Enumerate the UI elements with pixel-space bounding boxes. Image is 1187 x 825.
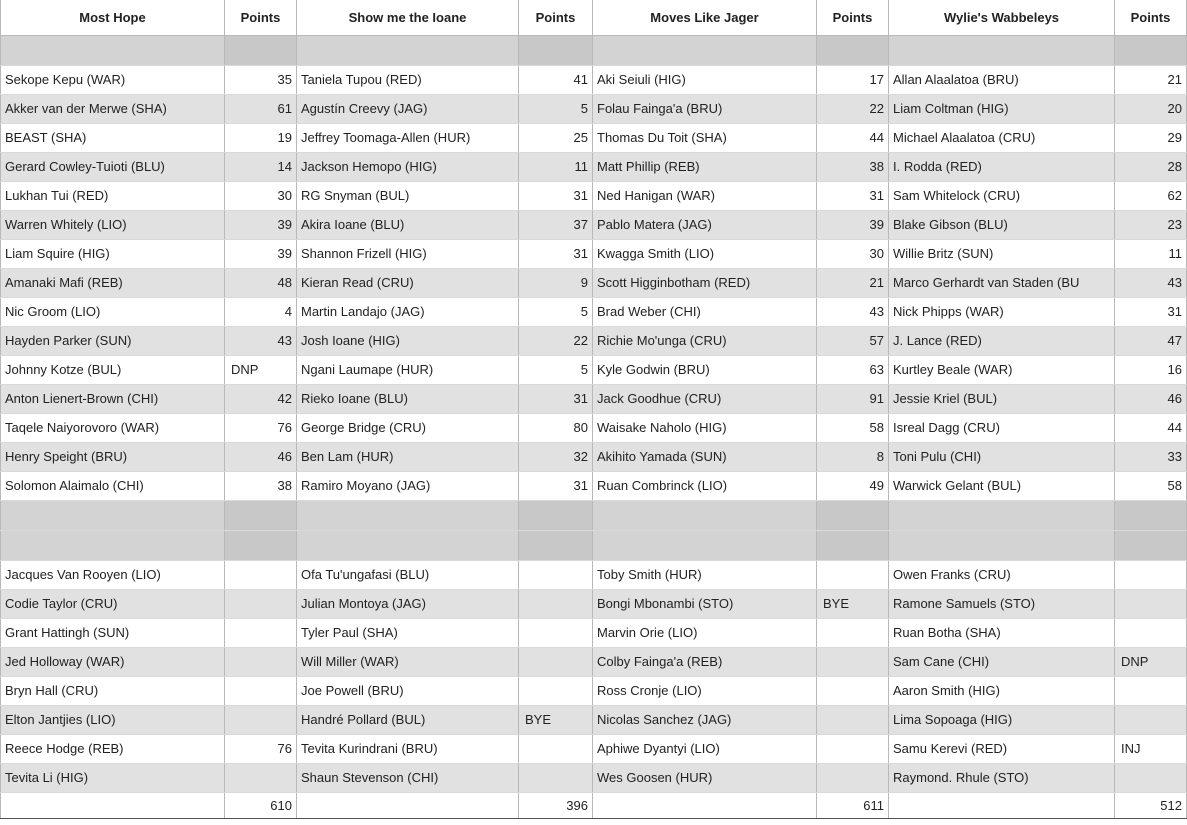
points-cell[interactable] (817, 647, 889, 676)
points-cell[interactable]: 32 (519, 442, 593, 471)
player-cell[interactable]: Josh Ioane (HIG) (297, 326, 519, 355)
player-cell[interactable]: Aphiwe Dyantyi (LIO) (593, 734, 817, 763)
player-cell[interactable]: Henry Speight (BRU) (1, 442, 225, 471)
starter-row (1, 210, 1187, 239)
points-cell[interactable]: 91 (817, 384, 889, 413)
player-cell[interactable]: Ramiro Moyano (JAG) (297, 471, 519, 500)
points-cell[interactable] (1115, 705, 1187, 734)
starter-row (1, 471, 1187, 500)
player-cell[interactable]: Toby Smith (HUR) (593, 560, 817, 589)
points-cell[interactable]: 8 (817, 442, 889, 471)
player-cell[interactable]: Jed Holloway (WAR) (1, 647, 225, 676)
points-cell[interactable]: 76 (225, 413, 297, 442)
starter-row (1, 355, 1187, 384)
player-cell[interactable]: Ramone Samuels (STO) (889, 589, 1115, 618)
points-cell[interactable]: 47 (1115, 326, 1187, 355)
empty-cell[interactable] (889, 530, 1115, 560)
empty-cell[interactable] (519, 530, 593, 560)
points-cell[interactable]: 21 (1115, 65, 1187, 94)
points-cell[interactable]: DNP (225, 355, 297, 384)
points-cell[interactable]: 57 (817, 326, 889, 355)
player-cell[interactable]: Jack Goodhue (CRU) (593, 384, 817, 413)
player-cell[interactable]: Nick Phipps (WAR) (889, 297, 1115, 326)
points-cell[interactable]: 11 (519, 152, 593, 181)
player-cell[interactable]: Thomas Du Toit (SHA) (593, 123, 817, 152)
points-cell[interactable]: 46 (1115, 384, 1187, 413)
points-cell[interactable]: 5 (519, 355, 593, 384)
points-cell[interactable] (1115, 560, 1187, 589)
empty-cell[interactable] (1, 530, 225, 560)
points-cell[interactable]: 38 (225, 471, 297, 500)
empty-cell[interactable] (889, 792, 1115, 818)
points-cell[interactable]: 33 (1115, 442, 1187, 471)
empty-cell[interactable] (817, 500, 889, 530)
points-cell[interactable] (817, 560, 889, 589)
points-cell[interactable] (1115, 589, 1187, 618)
player-cell[interactable]: Aaron Smith (HIG) (889, 676, 1115, 705)
team-name-header[interactable]: Wylie's Wabbeleys (889, 0, 1115, 35)
starter-row (1, 326, 1187, 355)
player-cell[interactable]: Pablo Matera (JAG) (593, 210, 817, 239)
spacer-row (1, 530, 1187, 560)
starter-row (1, 384, 1187, 413)
empty-cell[interactable] (817, 530, 889, 560)
total-points-cell[interactable]: 512 (1115, 792, 1187, 818)
player-cell[interactable]: Solomon Alaimalo (CHI) (1, 471, 225, 500)
points-cell[interactable]: 46 (225, 442, 297, 471)
player-cell[interactable]: Ross Cronje (LIO) (593, 676, 817, 705)
points-cell[interactable]: DNP (1115, 647, 1187, 676)
points-cell[interactable]: 9 (519, 268, 593, 297)
empty-cell[interactable] (225, 530, 297, 560)
player-cell[interactable]: Akihito Yamada (SUN) (593, 442, 817, 471)
points-cell[interactable]: 30 (225, 181, 297, 210)
player-cell[interactable]: Martin Landajo (JAG) (297, 297, 519, 326)
starter-row (1, 239, 1187, 268)
player-cell[interactable]: Ned Hanigan (WAR) (593, 181, 817, 210)
points-cell[interactable]: 39 (225, 239, 297, 268)
total-points-cell[interactable]: 396 (519, 792, 593, 818)
points-cell[interactable]: 21 (817, 268, 889, 297)
player-cell[interactable]: Matt Phillip (REB) (593, 152, 817, 181)
bench-row (1, 676, 1187, 705)
points-cell[interactable]: 41 (519, 65, 593, 94)
player-cell[interactable]: Lukhan Tui (RED) (1, 181, 225, 210)
player-cell[interactable]: Amanaki Mafi (REB) (1, 268, 225, 297)
player-cell[interactable]: Toni Pulu (CHI) (889, 442, 1115, 471)
player-cell[interactable]: Grant Hattingh (SUN) (1, 618, 225, 647)
bench-row (1, 560, 1187, 589)
player-cell[interactable]: Warwick Gelant (BUL) (889, 471, 1115, 500)
empty-cell[interactable] (817, 35, 889, 65)
empty-cell[interactable] (297, 500, 519, 530)
player-cell[interactable]: Ruan Botha (SHA) (889, 618, 1115, 647)
player-cell[interactable]: Waisake Naholo (HIG) (593, 413, 817, 442)
starter-row (1, 94, 1187, 123)
player-cell[interactable]: Reece Hodge (REB) (1, 734, 225, 763)
player-cell[interactable]: Taniela Tupou (RED) (297, 65, 519, 94)
player-cell[interactable]: Ofa Tu'ungafasi (BLU) (297, 560, 519, 589)
player-cell[interactable]: Samu Kerevi (RED) (889, 734, 1115, 763)
starter-row (1, 442, 1187, 471)
empty-cell[interactable] (297, 530, 519, 560)
points-cell[interactable]: 11 (1115, 239, 1187, 268)
player-cell[interactable]: Scott Higginbotham (RED) (593, 268, 817, 297)
player-cell[interactable]: Jessie Kriel (BUL) (889, 384, 1115, 413)
starter-row (1, 297, 1187, 326)
points-cell[interactable] (817, 618, 889, 647)
points-cell[interactable]: 61 (225, 94, 297, 123)
points-header[interactable]: Points (225, 0, 297, 35)
player-cell[interactable]: Raymond. Rhule (STO) (889, 763, 1115, 792)
points-cell[interactable] (519, 589, 593, 618)
team-name-header[interactable]: Show me the Ioane (297, 0, 519, 35)
points-cell[interactable]: 30 (817, 239, 889, 268)
player-cell[interactable]: Shannon Frizell (HIG) (297, 239, 519, 268)
points-cell[interactable] (519, 734, 593, 763)
points-cell[interactable]: 38 (817, 152, 889, 181)
bench-row (1, 705, 1187, 734)
points-cell[interactable]: 31 (519, 384, 593, 413)
bench-row (1, 763, 1187, 792)
points-cell[interactable] (817, 676, 889, 705)
empty-cell[interactable] (297, 792, 519, 818)
bench-row (1, 589, 1187, 618)
points-cell[interactable]: 44 (1115, 413, 1187, 442)
points-cell[interactable]: 44 (817, 123, 889, 152)
player-cell[interactable]: Codie Taylor (CRU) (1, 589, 225, 618)
player-cell[interactable]: Folau Fainga'a (BRU) (593, 94, 817, 123)
empty-cell[interactable] (593, 792, 817, 818)
player-cell[interactable]: Kieran Read (CRU) (297, 268, 519, 297)
spacer-row (1, 35, 1187, 65)
points-cell[interactable]: 35 (225, 65, 297, 94)
points-cell[interactable]: 42 (225, 384, 297, 413)
empty-cell[interactable] (593, 35, 817, 65)
player-cell[interactable]: Agustín Creevy (JAG) (297, 94, 519, 123)
points-cell[interactable]: 28 (1115, 152, 1187, 181)
starter-row (1, 123, 1187, 152)
points-cell[interactable]: 23 (1115, 210, 1187, 239)
player-cell[interactable]: Julian Montoya (JAG) (297, 589, 519, 618)
player-cell[interactable]: Aki Seiuli (HIG) (593, 65, 817, 94)
player-cell[interactable]: Nic Groom (LIO) (1, 297, 225, 326)
points-cell[interactable]: 5 (519, 94, 593, 123)
points-cell[interactable]: 43 (1115, 268, 1187, 297)
player-cell[interactable]: Joe Powell (BRU) (297, 676, 519, 705)
empty-cell[interactable] (889, 35, 1115, 65)
points-cell[interactable] (225, 618, 297, 647)
points-cell[interactable] (225, 560, 297, 589)
points-cell[interactable]: 25 (519, 123, 593, 152)
points-header[interactable]: Points (1115, 0, 1187, 35)
points-cell[interactable]: 39 (817, 210, 889, 239)
points-cell[interactable]: 43 (225, 326, 297, 355)
player-cell[interactable]: Bryn Hall (CRU) (1, 676, 225, 705)
player-cell[interactable]: Michael Alaalatoa (CRU) (889, 123, 1115, 152)
points-cell[interactable]: 17 (817, 65, 889, 94)
player-cell[interactable]: Jacques Van Rooyen (LIO) (1, 560, 225, 589)
player-cell[interactable]: Sam Whitelock (CRU) (889, 181, 1115, 210)
points-cell[interactable] (1115, 676, 1187, 705)
totals-row (1, 792, 1187, 818)
points-cell[interactable] (225, 705, 297, 734)
points-cell[interactable]: 31 (817, 181, 889, 210)
player-cell[interactable]: Isreal Dagg (CRU) (889, 413, 1115, 442)
player-cell[interactable]: RG Snyman (BUL) (297, 181, 519, 210)
empty-cell[interactable] (519, 500, 593, 530)
points-cell[interactable]: 20 (1115, 94, 1187, 123)
spacer-row (1, 500, 1187, 530)
points-cell[interactable]: BYE (817, 589, 889, 618)
player-cell[interactable]: Will Miller (WAR) (297, 647, 519, 676)
bench-row (1, 618, 1187, 647)
points-cell[interactable]: 29 (1115, 123, 1187, 152)
points-cell[interactable]: 5 (519, 297, 593, 326)
player-cell[interactable]: George Bridge (CRU) (297, 413, 519, 442)
points-cell[interactable] (817, 705, 889, 734)
points-cell[interactable] (519, 618, 593, 647)
points-cell[interactable] (225, 763, 297, 792)
player-cell[interactable]: Jackson Hemopo (HIG) (297, 152, 519, 181)
empty-cell[interactable] (889, 500, 1115, 530)
points-cell[interactable] (817, 734, 889, 763)
player-cell[interactable]: Akira Ioane (BLU) (297, 210, 519, 239)
empty-cell[interactable] (225, 500, 297, 530)
player-cell[interactable]: Anton Lienert-Brown (CHI) (1, 384, 225, 413)
player-cell[interactable]: Ruan Combrinck (LIO) (593, 471, 817, 500)
points-cell[interactable]: 22 (817, 94, 889, 123)
points-cell[interactable]: BYE (519, 705, 593, 734)
player-cell[interactable]: Nicolas Sanchez (JAG) (593, 705, 817, 734)
starter-row (1, 268, 1187, 297)
player-cell[interactable]: Warren Whitely (LIO) (1, 210, 225, 239)
starter-row (1, 152, 1187, 181)
points-cell[interactable] (519, 647, 593, 676)
player-cell[interactable]: Wes Goosen (HUR) (593, 763, 817, 792)
points-cell[interactable]: 49 (817, 471, 889, 500)
player-cell[interactable]: BEAST (SHA) (1, 123, 225, 152)
player-cell[interactable]: Richie Mo'unga (CRU) (593, 326, 817, 355)
player-cell[interactable]: Hayden Parker (SUN) (1, 326, 225, 355)
empty-cell[interactable] (1115, 35, 1187, 65)
points-cell[interactable]: 31 (519, 181, 593, 210)
player-cell[interactable]: Blake Gibson (BLU) (889, 210, 1115, 239)
team-name-header[interactable]: Most Hope (1, 0, 225, 35)
player-cell[interactable]: Jeffrey Toomaga-Allen (HUR) (297, 123, 519, 152)
player-cell[interactable]: Handré Pollard (BUL) (297, 705, 519, 734)
points-cell[interactable]: 76 (225, 734, 297, 763)
empty-cell[interactable] (1, 500, 225, 530)
empty-cell[interactable] (1115, 530, 1187, 560)
points-cell[interactable]: 31 (519, 471, 593, 500)
points-cell[interactable]: 19 (225, 123, 297, 152)
bench-row (1, 647, 1187, 676)
empty-cell[interactable] (1115, 500, 1187, 530)
points-header[interactable]: Points (817, 0, 889, 35)
player-cell[interactable]: Tyler Paul (SHA) (297, 618, 519, 647)
header-row (1, 0, 1187, 35)
points-cell[interactable] (519, 676, 593, 705)
total-points-cell[interactable]: 611 (817, 792, 889, 818)
points-header[interactable]: Points (519, 0, 593, 35)
points-cell[interactable] (519, 560, 593, 589)
points-cell[interactable] (225, 647, 297, 676)
player-cell[interactable]: Colby Fainga'a (REB) (593, 647, 817, 676)
player-cell[interactable]: Liam Squire (HIG) (1, 239, 225, 268)
player-cell[interactable]: Bongi Mbonambi (STO) (593, 589, 817, 618)
points-cell[interactable]: 22 (519, 326, 593, 355)
player-cell[interactable]: Rieko Ioane (BLU) (297, 384, 519, 413)
player-cell[interactable]: Johnny Kotze (BUL) (1, 355, 225, 384)
points-cell[interactable]: 14 (225, 152, 297, 181)
points-cell[interactable]: 58 (1115, 471, 1187, 500)
player-cell[interactable]: Tevita Li (HIG) (1, 763, 225, 792)
points-cell[interactable] (817, 763, 889, 792)
points-cell[interactable] (519, 763, 593, 792)
team-name-header[interactable]: Moves Like Jager (593, 0, 817, 35)
points-cell[interactable]: 37 (519, 210, 593, 239)
points-cell[interactable] (225, 676, 297, 705)
player-cell[interactable]: Akker van der Merwe (SHA) (1, 94, 225, 123)
player-cell[interactable]: Tevita Kurindrani (BRU) (297, 734, 519, 763)
player-cell[interactable]: Marvin Orie (LIO) (593, 618, 817, 647)
points-cell[interactable]: 48 (225, 268, 297, 297)
total-points-cell[interactable]: 610 (225, 792, 297, 818)
empty-cell[interactable] (225, 35, 297, 65)
player-cell[interactable]: Ben Lam (HUR) (297, 442, 519, 471)
points-cell[interactable]: 80 (519, 413, 593, 442)
player-cell[interactable]: Kurtley Beale (WAR) (889, 355, 1115, 384)
player-cell[interactable]: Allan Alaalatoa (BRU) (889, 65, 1115, 94)
empty-cell[interactable] (1, 792, 225, 818)
points-cell[interactable]: 4 (225, 297, 297, 326)
empty-cell[interactable] (1, 35, 225, 65)
points-cell[interactable] (1115, 763, 1187, 792)
points-cell[interactable]: 63 (817, 355, 889, 384)
empty-cell[interactable] (593, 500, 817, 530)
player-cell[interactable]: Taqele Naiyorovoro (WAR) (1, 413, 225, 442)
player-cell[interactable]: Kyle Godwin (BRU) (593, 355, 817, 384)
starter-row (1, 65, 1187, 94)
player-cell[interactable]: Willie Britz (SUN) (889, 239, 1115, 268)
points-cell[interactable]: 39 (225, 210, 297, 239)
player-cell[interactable]: Marco Gerhardt van Staden (BU (889, 268, 1115, 297)
points-cell[interactable]: 16 (1115, 355, 1187, 384)
player-cell[interactable]: I. Rodda (RED) (889, 152, 1115, 181)
starter-row (1, 181, 1187, 210)
player-cell[interactable]: Owen Franks (CRU) (889, 560, 1115, 589)
points-cell[interactable]: INJ (1115, 734, 1187, 763)
points-cell[interactable] (1115, 618, 1187, 647)
player-cell[interactable]: Gerard Cowley-Tuioti (BLU) (1, 152, 225, 181)
player-cell[interactable]: Ngani Laumape (HUR) (297, 355, 519, 384)
points-cell[interactable]: 31 (1115, 297, 1187, 326)
points-cell[interactable]: 43 (817, 297, 889, 326)
points-cell[interactable]: 62 (1115, 181, 1187, 210)
bench-row (1, 734, 1187, 763)
player-cell[interactable]: Brad Weber (CHI) (593, 297, 817, 326)
points-cell[interactable] (225, 589, 297, 618)
empty-cell[interactable] (593, 530, 817, 560)
player-cell[interactable]: Shaun Stevenson (CHI) (297, 763, 519, 792)
player-cell[interactable]: Sekope Kepu (WAR) (1, 65, 225, 94)
player-cell[interactable]: Sam Cane (CHI) (889, 647, 1115, 676)
player-cell[interactable]: Elton Jantjies (LIO) (1, 705, 225, 734)
player-cell[interactable]: Liam Coltman (HIG) (889, 94, 1115, 123)
player-cell[interactable]: J. Lance (RED) (889, 326, 1115, 355)
points-cell[interactable]: 31 (519, 239, 593, 268)
points-cell[interactable]: 58 (817, 413, 889, 442)
player-cell[interactable]: Kwagga Smith (LIO) (593, 239, 817, 268)
empty-cell[interactable] (297, 35, 519, 65)
starter-row (1, 413, 1187, 442)
empty-cell[interactable] (519, 35, 593, 65)
player-cell[interactable]: Lima Sopoaga (HIG) (889, 705, 1115, 734)
